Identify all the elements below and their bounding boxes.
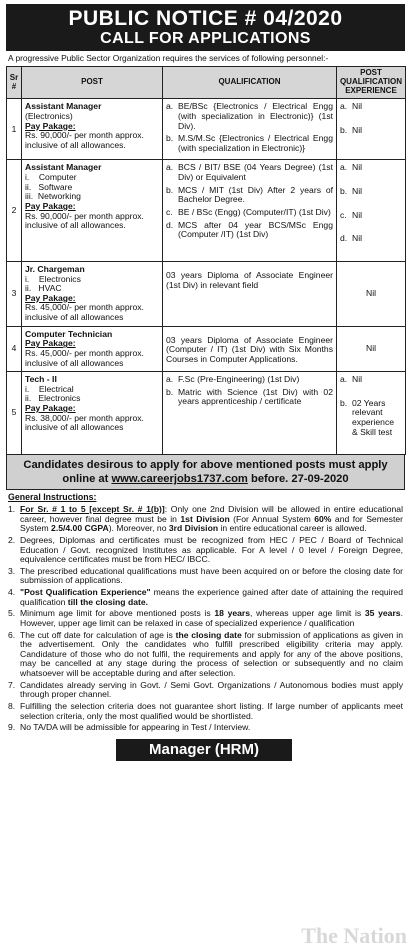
instruction-fragment: in entire educational career is allowed.	[218, 523, 367, 534]
instruction-fragment: 35 years	[364, 608, 401, 619]
qualification-item	[166, 134, 333, 153]
experience-item	[340, 234, 402, 244]
experience-cell	[337, 372, 406, 455]
qualification-item	[166, 102, 333, 131]
instruction-text	[20, 505, 405, 534]
pay-label: Pay Pakage:	[25, 200, 76, 211]
instruction-fragment: Fulfilling the selection criteria does not guarantee short listing. If large number of applicants meet selection criteria, only the most qualified would be shortlisted.	[20, 700, 403, 721]
instruction-item	[6, 702, 405, 721]
instruction-item	[6, 567, 405, 586]
pay-label: Pay Pakage:	[25, 120, 76, 131]
instruction-number: 2.	[8, 534, 16, 545]
item-marker: b.	[340, 397, 348, 408]
post-cell	[22, 372, 163, 455]
item-text: Nil	[352, 162, 363, 173]
instruction-fragment: , whereas upper age limit is	[250, 608, 365, 619]
row-sr: 5	[7, 372, 22, 455]
experience-text: Nil	[365, 343, 377, 354]
notice-title: PUBLIC NOTICE # 04/2020	[68, 7, 343, 30]
signature-block: Manager (HRM)	[116, 739, 292, 761]
experience-text: Nil	[365, 287, 377, 298]
instruction-fragment: Candidates already serving in Govt. / Semi Govt. Organizations / Autonomous bodies must apply through proper channel.	[20, 679, 403, 700]
item-text: Nil	[352, 186, 363, 197]
instruction-text	[20, 536, 405, 565]
notice-intro: A progressive Public Sector Organization requires the services of following personnel:-	[8, 53, 329, 63]
instruction-text	[20, 681, 405, 700]
posts-table	[6, 66, 406, 455]
item-marker: c.	[166, 206, 173, 217]
pay-text: Rs. 45,000/- per month approx. inclusive of all allowances	[25, 302, 144, 323]
item-text: BE/BSc {Electronics / Electrical Engg (with specialization in Electronic)} (1st Div).	[178, 101, 333, 131]
apply-line-1: Candidates desirous to apply for above mentioned posts must apply	[23, 459, 388, 472]
experience-item	[340, 211, 402, 221]
post-subline: ii. Electronics	[25, 393, 81, 404]
apply-deadline: before. 27-09-2020	[247, 473, 349, 486]
qualification-cell	[163, 372, 337, 455]
qualification-text: 03 years Diploma of Associate Engineer (1st Div) in relevant field	[166, 269, 333, 290]
table-row	[7, 372, 406, 455]
post-subline: ii. HVAC	[25, 283, 62, 294]
post-title: Assistant Manager	[25, 162, 102, 173]
experience-item	[340, 102, 402, 112]
qualification-item	[166, 375, 333, 385]
instruction-fragment: : Only one 2nd Division will be allowed in entire educational career, however final degree must be in	[20, 504, 403, 524]
qualification-cell	[163, 261, 337, 326]
instruction-fragment: 60%	[314, 513, 332, 524]
instruction-number: 7.	[8, 679, 16, 690]
instruction-fragment: For Sr. # 1 to 5 [except Sr. # 1(b)]	[20, 504, 165, 515]
row-sr: 2	[7, 160, 22, 262]
instruction-fragment: ). Moreover, no	[108, 523, 169, 534]
instruction-fragment: (For Annual System	[229, 513, 315, 524]
instruction-number: 9.	[8, 722, 16, 733]
instruction-number: 4.	[8, 587, 16, 598]
item-text: Nil	[352, 209, 363, 220]
newspaper-watermark: The Nation	[301, 923, 407, 945]
instruction-number: 1.	[8, 504, 16, 515]
experience-cell	[337, 99, 406, 160]
post-cell	[22, 326, 163, 372]
experience-item	[340, 399, 402, 438]
table-row	[7, 326, 406, 372]
instruction-fragment: No TA/DA will be admissible for appearing in Test / Interview.	[20, 722, 251, 733]
instructions-title: General Instructions:	[8, 492, 97, 503]
instruction-fragment: The prescribed educational qualifications must have been acquired on or before the closing date for submission of applications.	[20, 565, 403, 586]
table-row	[7, 160, 406, 262]
table-row	[7, 99, 406, 160]
instruction-text	[20, 588, 405, 607]
item-text: Matric with Science (1st Div) with 02 years apprenticeship / certificate	[178, 386, 333, 407]
post-subline: iii. Networking	[25, 191, 81, 202]
item-marker: d.	[166, 219, 174, 230]
post-subline: ii. Software	[25, 181, 73, 192]
qualification-item	[166, 208, 333, 218]
post-title: Tech - II	[25, 374, 57, 385]
qualification-item	[166, 221, 333, 240]
pay-label: Pay Pakage:	[25, 292, 76, 303]
qualification-item	[166, 388, 333, 407]
instruction-fragment: the closing date	[175, 629, 242, 640]
instruction-number: 3.	[8, 565, 16, 576]
instructions-list	[6, 505, 405, 733]
instruction-item	[6, 588, 405, 607]
item-marker: c.	[340, 209, 347, 220]
instruction-fragment: for submission of applications as given in the advertisement. Only the candidates who fulfill prescribed eligibility criteria may apply. Candidature of those who do not fulfil, the requirements and apply for any of the above positions, may be cancelled at any stage during the process of selection or subsequently and no claim whatsoever will be acceptable during and after selection.	[20, 629, 403, 679]
header-qualification: QUALIFICATION	[163, 67, 337, 99]
instruction-fragment: 18 years	[214, 608, 251, 619]
instruction-fragment: 1st Division	[180, 513, 230, 524]
instruction-fragment: . However, upper age limit can be relaxed in case of specialized experience / qualification	[20, 608, 403, 628]
table-header-row	[7, 67, 406, 99]
instruction-number: 6.	[8, 629, 16, 640]
instruction-item	[6, 609, 405, 628]
experience-item	[340, 375, 402, 385]
row-sr: 4	[7, 326, 22, 372]
table-row	[7, 261, 406, 326]
apply-prefix: online at	[62, 473, 112, 486]
qualification-cell	[163, 99, 337, 160]
row-sr: 1	[7, 99, 22, 160]
instruction-text	[20, 609, 405, 628]
notice-banner	[6, 4, 405, 51]
instruction-number: 8.	[8, 700, 16, 711]
post-cell	[22, 160, 163, 262]
item-marker: a.	[340, 374, 348, 385]
item-text: Nil	[352, 101, 363, 112]
instruction-fragment: The cut off date for calculation of age is	[20, 629, 176, 640]
item-text: BE / BSc (Engg) (Computer/IT) (1st Div)	[178, 206, 331, 217]
post-title: Assistant Manager	[25, 101, 102, 112]
item-marker: d.	[340, 233, 348, 244]
qualification-item	[166, 186, 333, 205]
pay-text: Rs. 45,000/- per month approx. inclusive of all allowances	[25, 347, 144, 368]
instruction-number: 5.	[8, 608, 16, 619]
instruction-item	[6, 631, 405, 679]
experience-item	[340, 187, 402, 197]
item-text: M.S/M.Sc {Electronics / Electrical Engg (with specialization in Electronic)}	[178, 133, 333, 153]
instruction-fragment: "Post Qualification Experience"	[20, 587, 151, 598]
post-cell	[22, 99, 163, 160]
pay-text: Rs. 38,000/- per month approx. inclusive of all allowances	[25, 412, 144, 433]
instruction-fragment: Degrees, Diplomas and certificates must be recognized from HEC / PEC / Board of Technical Education / Govt. recognized Institutes as applicable. For A level / 0 level / Foreign Degree, equivalence certificates must be from HEC/ IBCC.	[20, 534, 403, 565]
pay-label: Pay Pakage:	[25, 403, 76, 414]
instruction-text	[20, 723, 405, 733]
item-marker: b.	[166, 184, 174, 195]
instruction-fragment: 3rd Division	[168, 523, 219, 534]
item-marker: b.	[340, 186, 348, 197]
instruction-fragment: till the closing date.	[67, 596, 148, 607]
item-marker: b.	[340, 124, 348, 135]
post-subline: i. Computer	[25, 172, 77, 183]
item-marker: b.	[166, 386, 174, 397]
pay-text: Rs. 90,000/- per month approx. inclusive of all allowances.	[25, 210, 144, 231]
experience-cell	[337, 160, 406, 262]
instruction-item	[6, 681, 405, 700]
item-text: 02 Years relevant experience & Skill test	[352, 397, 395, 437]
instruction-item	[6, 723, 405, 733]
post-title: Computer Technician	[25, 328, 113, 339]
instruction-fragment: 2.5/4.00 CGPA	[51, 523, 109, 534]
item-text: F.Sc (Pre-Engineering) (1st Div)	[178, 374, 300, 385]
item-marker: a.	[340, 162, 348, 173]
item-marker: b.	[166, 133, 174, 144]
pay-text: Rs. 90,000/- per month approx. inclusive of all allowances.	[25, 130, 144, 150]
qualification-text: 03 years Diploma of Associate Engineer (Computer / IT) (1st Div) with Six Months Courses in Computer Applications.	[166, 334, 333, 364]
post-subline: (Electronics)	[25, 110, 73, 121]
post-title: Jr. Chargeman	[25, 263, 85, 274]
instruction-item	[6, 505, 405, 534]
instruction-fragment: Minimum age limit for above mentioned posts is	[20, 608, 215, 619]
instruction-fragment: means the experience gained after date of attaining the required qualification	[20, 587, 403, 607]
post-subline: i. Electrical	[25, 383, 74, 394]
instruction-text	[20, 702, 405, 721]
notice-subtitle: CALL FOR APPLICATIONS	[100, 30, 311, 47]
instruction-fragment: and for Semester System	[20, 513, 403, 534]
post-cell	[22, 261, 163, 326]
item-marker: a.	[166, 101, 174, 112]
header-experience: POST QUALIFICATION EXPERIENCE	[337, 67, 406, 99]
item-text: BCS / BIT/ BSE (04 Years Degree) (1st Div) or Equivalent	[178, 162, 333, 183]
qualification-cell	[163, 160, 337, 262]
post-subline: i. Electronics	[25, 273, 81, 284]
item-text: Nil	[352, 233, 363, 244]
instruction-text	[20, 631, 405, 679]
instruction-item	[6, 536, 405, 565]
pay-label: Pay Pakage:	[25, 338, 76, 349]
posts-table-body	[7, 99, 406, 455]
instruction-text	[20, 567, 405, 586]
item-text: MCS / MIT (1st Div) After 2 years of Bachelor Degree.	[178, 184, 333, 205]
item-text: Nil	[352, 124, 363, 135]
experience-item	[340, 126, 402, 136]
experience-cell	[337, 261, 406, 326]
apply-url-link[interactable]: www.careerjobs1737.com	[111, 473, 248, 486]
item-marker: a.	[340, 101, 348, 112]
item-text: Nil	[352, 374, 363, 385]
qualification-item	[166, 163, 333, 182]
experience-item	[340, 163, 402, 173]
experience-cell	[337, 326, 406, 372]
item-marker: a.	[166, 162, 174, 173]
row-sr: 3	[7, 261, 22, 326]
item-marker: a.	[166, 374, 174, 385]
apply-online-banner	[6, 455, 405, 490]
item-text: MCS after 04 year BCS/MSc Engg (Computer /IT) (1st Div)	[178, 219, 333, 240]
header-sr: Sr #	[7, 67, 22, 99]
qualification-cell	[163, 326, 337, 372]
header-post: POST	[22, 67, 163, 99]
apply-line-2	[9, 472, 402, 486]
